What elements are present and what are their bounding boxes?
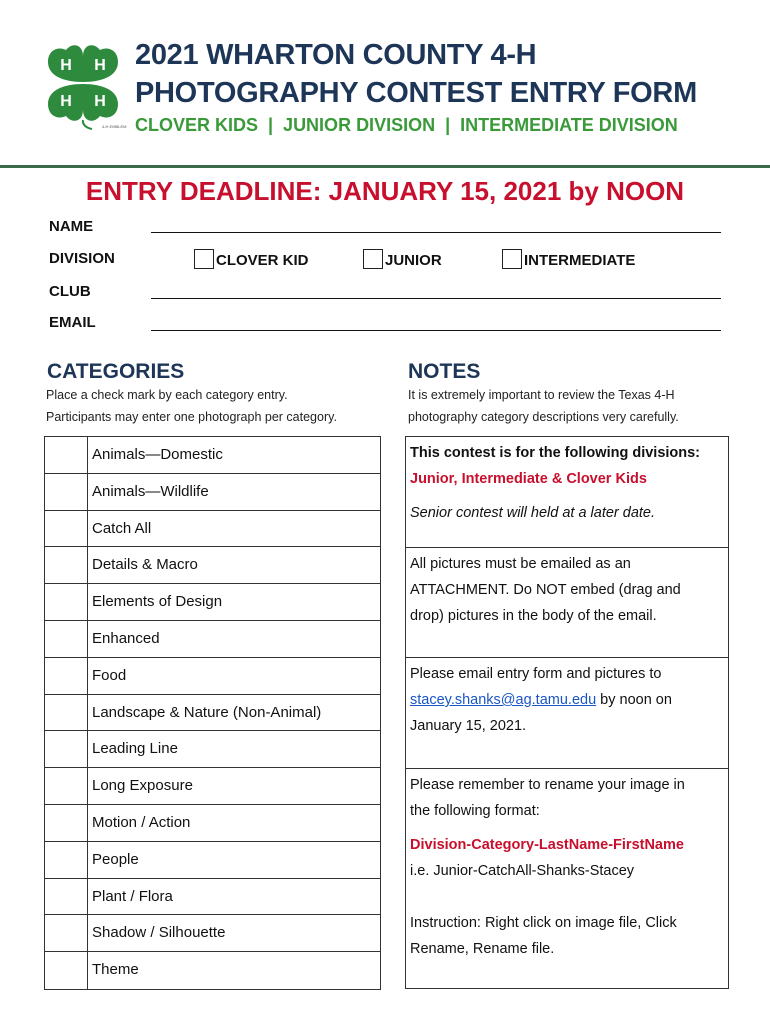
- club-label: CLUB: [49, 283, 91, 300]
- category-row: [45, 695, 380, 732]
- note-text: All pictures must be emailed as an: [410, 556, 631, 572]
- category-label: Shadow / Silhouette: [92, 924, 226, 942]
- logo-letter: H: [60, 57, 72, 74]
- category-label: Details & Macro: [92, 556, 198, 574]
- notes-box: [405, 436, 729, 989]
- note-text: Please remember to rename your image in: [410, 777, 685, 793]
- division-option-label: INTERMEDIATE: [524, 252, 636, 269]
- note-text: Senior contest will held at a later date.: [410, 505, 656, 521]
- note-text: Instruction: Right click on image file, Click: [410, 915, 677, 931]
- division-list: CLOVER KIDS | JUNIOR DIVISION | INTERMEDIATE DIVISION: [135, 115, 678, 135]
- note-text: ATTACHMENT. Do NOT embed (drag and: [410, 582, 681, 598]
- category-checkbox[interactable]: [45, 511, 88, 547]
- category-row: [45, 658, 380, 695]
- category-checkbox[interactable]: [45, 915, 88, 951]
- checkbox[interactable]: [194, 249, 214, 269]
- logo-letter: H: [94, 57, 106, 74]
- name-field[interactable]: [151, 220, 721, 233]
- division-option-clover-kid[interactable]: [194, 247, 309, 269]
- email-link[interactable]: stacey.shanks@ag.tamu.edu: [410, 692, 597, 708]
- notes-block-attachment: [406, 547, 728, 624]
- category-checkbox[interactable]: [45, 658, 88, 694]
- category-label: Animals—Domestic: [92, 446, 223, 463]
- category-row: [45, 547, 380, 584]
- 4h-clover-logo-icon: [42, 40, 127, 130]
- categories-instruction-1: Place a check mark by each category entry.: [46, 388, 288, 402]
- category-checkbox[interactable]: [45, 584, 88, 620]
- email-label: EMAIL: [49, 314, 96, 331]
- category-label: Elements of Design: [92, 593, 223, 611]
- division-option-intermediate[interactable]: [502, 247, 635, 269]
- email-field[interactable]: [151, 318, 721, 331]
- logo-mark: 4-H EMBLEM: [102, 124, 127, 129]
- note-text: drop) pictures in the body of the email.: [410, 608, 657, 624]
- category-checkbox[interactable]: [45, 695, 88, 731]
- category-checkbox[interactable]: [45, 805, 88, 841]
- category-label: Theme: [92, 961, 139, 979]
- category-row: [45, 584, 380, 621]
- category-row: [45, 437, 380, 474]
- category-checkbox[interactable]: [45, 731, 88, 767]
- note-text: Division-Category-LastName-FirstName: [410, 837, 684, 853]
- category-checkbox[interactable]: [45, 952, 88, 989]
- checkbox[interactable]: [363, 249, 383, 269]
- header-divider: [0, 165, 770, 168]
- logo-letter: H: [60, 93, 72, 110]
- note-text: the following format:: [410, 803, 540, 819]
- name-label: NAME: [49, 218, 94, 235]
- note-text: Please email entry form and pictures to: [410, 666, 662, 682]
- category-checkbox[interactable]: [45, 621, 88, 657]
- category-row: [45, 621, 380, 658]
- note-text-suffix: by noon on: [596, 692, 672, 708]
- note-text: Junior, Intermediate & Clover Kids: [410, 471, 647, 487]
- entry-deadline: ENTRY DEADLINE: JANUARY 15, 2021 by NOON: [85, 176, 685, 206]
- categories-instruction-2: Participants may enter one photograph per category.: [46, 410, 337, 424]
- division-label: DIVISION: [49, 250, 115, 267]
- category-row: [45, 474, 380, 511]
- category-label: Leading Line: [92, 740, 178, 758]
- category-row: [45, 731, 380, 768]
- category-checkbox[interactable]: [45, 474, 88, 510]
- title-line-2: PHOTOGRAPHY CONTEST ENTRY FORM: [135, 77, 697, 109]
- note-text: January 15, 2021.: [410, 718, 527, 734]
- notes-intro-1: It is extremely important to review the Texas 4-H: [408, 388, 675, 402]
- division-option-label: CLOVER KID: [216, 252, 309, 269]
- category-label: Plant / Flora: [92, 887, 173, 905]
- category-label: Motion / Action: [92, 813, 191, 831]
- division-option-junior[interactable]: [363, 247, 442, 269]
- division-option-label: JUNIOR: [385, 252, 442, 269]
- checkbox[interactable]: [502, 249, 522, 269]
- page-title: [135, 36, 697, 112]
- category-label: Long Exposure: [92, 777, 193, 795]
- note-text: Rename, Rename file.: [410, 941, 555, 957]
- category-label: Enhanced: [92, 629, 160, 647]
- note-text: [410, 687, 672, 713]
- category-row: [45, 915, 380, 952]
- club-field[interactable]: [151, 286, 721, 299]
- category-label: Animals—Wildlife: [92, 482, 209, 500]
- category-label: Landscape & Nature (Non-Animal): [92, 703, 322, 721]
- categories-heading: CATEGORIES: [47, 360, 185, 383]
- categories-table: [44, 436, 381, 990]
- notes-block-rename: [406, 768, 728, 957]
- category-label: Food: [92, 666, 127, 684]
- note-text: i.e. Junior-CatchAll-Shanks-Stacey: [410, 863, 635, 879]
- category-row: [45, 952, 380, 989]
- notes-block-email: [406, 657, 728, 734]
- category-row: [45, 768, 380, 805]
- logo-letter: H: [94, 93, 106, 110]
- category-checkbox[interactable]: [45, 879, 88, 915]
- title-line-1: 2021 WHARTON COUNTY 4-H: [135, 39, 537, 71]
- category-row: [45, 511, 380, 548]
- category-checkbox[interactable]: [45, 842, 88, 878]
- category-label: Catch All: [92, 519, 152, 537]
- category-row: [45, 879, 380, 916]
- category-checkbox[interactable]: [45, 768, 88, 804]
- category-checkbox[interactable]: [45, 437, 88, 473]
- category-label: People: [92, 850, 139, 868]
- notes-intro-2: photography category descriptions very carefully.: [408, 410, 679, 424]
- notes-heading: NOTES: [408, 360, 481, 383]
- note-text: This contest is for the following divisions:: [410, 445, 701, 461]
- category-row: [45, 842, 380, 879]
- category-row: [45, 805, 380, 842]
- category-checkbox[interactable]: [45, 547, 88, 583]
